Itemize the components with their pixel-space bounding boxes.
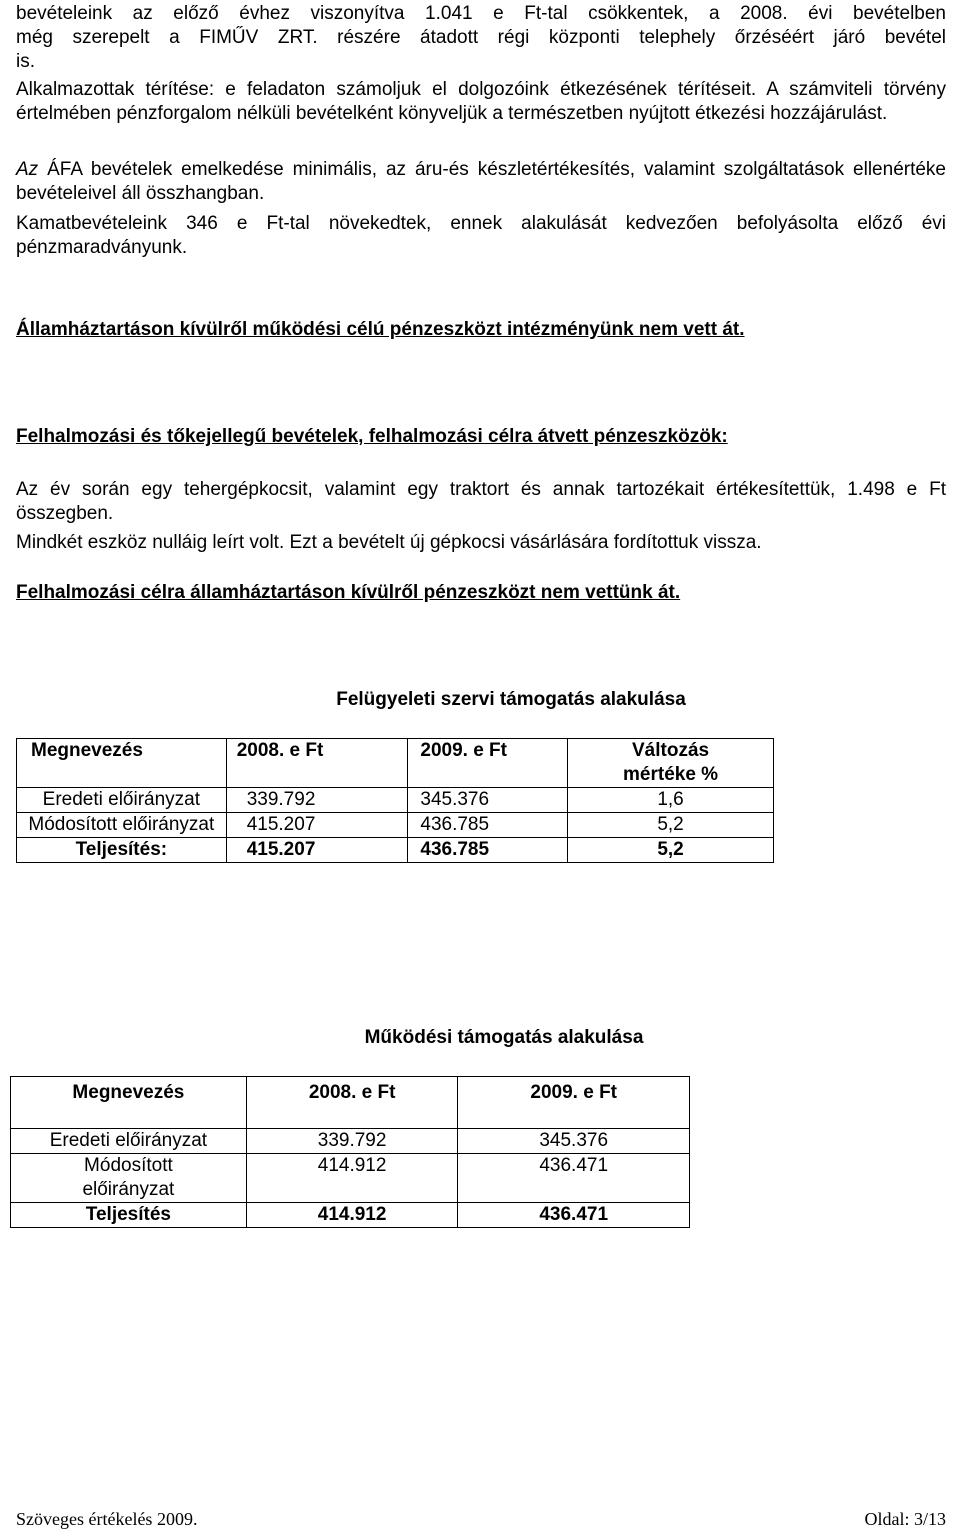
table1-title: Felügyeleti szervi támogatás alakulása <box>336 689 686 710</box>
table2-cell: Eredeti előirányzat <box>11 1129 247 1154</box>
table1-cell: 436.785 <box>408 838 568 863</box>
table2-header-2008: 2008. e Ft <box>246 1077 458 1129</box>
table-row <box>11 1129 690 1154</box>
table-row <box>17 788 774 813</box>
table2-cell: Teljesítés <box>11 1203 247 1228</box>
table1-cell: 415.207 <box>226 838 408 863</box>
table-supervisory-support <box>16 738 774 863</box>
table2-header-row <box>11 1077 690 1129</box>
paragraph-revenue-line2: még szerepelt a FIMŰV ZRT. részére átadott régi központi telephely őrzéséért járó bevétel <box>16 27 946 48</box>
paragraph-revenue-line3: is. <box>16 51 35 72</box>
table1-cell: 339.792 <box>226 788 408 813</box>
table2-cell: 436.471 <box>458 1203 690 1228</box>
footer-title: Szöveges értékelés 2009. <box>16 1509 198 1529</box>
paragraph-vat <box>16 158 946 206</box>
table2-cell: 339.792 <box>246 1129 458 1154</box>
vat-text: ÁFA bevételek emelkedése minimális, az áru-és készletértékesítés, valamint szolgáltatások ellenértéke bevételeivel áll összhangban. <box>16 159 946 204</box>
table2-cell: Módosított előirányzat <box>11 1154 247 1203</box>
table1-cell: 415.207 <box>226 813 408 838</box>
table1-header-change: Változás mértéke % <box>568 739 774 788</box>
vat-italic-prefix: Az <box>16 159 39 180</box>
heading-operating-funds: Államháztartáson kívülről működési célú pénzeszközt intézményünk nem vett át. <box>16 319 745 340</box>
table1-cell: 1,6 <box>568 788 774 813</box>
table2-cell: 436.471 <box>458 1154 690 1203</box>
footer-page-number: Oldal: 3/13 <box>864 1509 946 1529</box>
table-row <box>11 1203 690 1228</box>
table1-cell: Módosított előirányzat <box>17 813 227 838</box>
paragraph-revenue-line1: bevételeink az előző évhez viszonyítva 1.041 e Ft-tal csökkentek, a 2008. évi bevételben <box>16 3 946 24</box>
table2-cell: 414.912 <box>246 1154 458 1203</box>
heading-capital-funds: Felhalmozási célra államháztartáson kívülről pénzeszközt nem vettünk át. <box>16 582 681 603</box>
table2-header-name: Megnevezés <box>11 1077 247 1129</box>
table-row <box>17 838 774 863</box>
table1-cell: 436.785 <box>408 813 568 838</box>
paragraph-employee-meals: Alkalmazottak térítése: e feladaton számoljuk el dolgozóink étkezésének térítéseit. A számviteli törvény értelmében pénzforgalom nélküli bevételként könyveljük a természetben nyújtott étkezési hozzájárulást. <box>16 79 946 124</box>
table1-header-2008: 2008. e Ft <box>226 739 408 788</box>
paragraph-assets: Mindkét eszköz nulláig leírt volt. Ezt a bevételt új gépkocsi vásárlására fordítottuk vissza. <box>16 532 762 553</box>
paragraph-interest: Kamatbevételeink 346 e Ft-tal növekedtek, ennek alakulását kedvezően befolyásolta előző évi pénzmaradványunk. <box>16 213 946 258</box>
heading-capital-revenues: Felhalmozási és tőkejellegű bevételek, felhalmozási célra átvett pénzeszközök: <box>16 426 728 447</box>
table-row <box>17 813 774 838</box>
table1-header-name: Megnevezés <box>17 739 227 788</box>
paragraph-vehicle-sale: Az év során egy tehergépkocsit, valamint egy traktort és annak tartozékait értékesítettük, 1.498 e Ft összegben. <box>16 479 946 524</box>
table1-cell: Eredeti előirányzat <box>17 788 227 813</box>
table2-cell: 414.912 <box>246 1203 458 1228</box>
table2-title: Működési támogatás alakulása <box>364 1027 644 1048</box>
table1-cell: 5,2 <box>568 813 774 838</box>
table1-header-row <box>17 739 774 788</box>
table2-header-2009: 2009. e Ft <box>458 1077 690 1129</box>
table1-cell: 345.376 <box>408 788 568 813</box>
table-operating-support <box>10 1076 690 1228</box>
table2-cell: 345.376 <box>458 1129 690 1154</box>
table-row <box>11 1154 690 1203</box>
table1-header-2009: 2009. e Ft <box>408 739 568 788</box>
table1-cell: Teljesítés: <box>17 838 227 863</box>
table1-cell: 5,2 <box>568 838 774 863</box>
